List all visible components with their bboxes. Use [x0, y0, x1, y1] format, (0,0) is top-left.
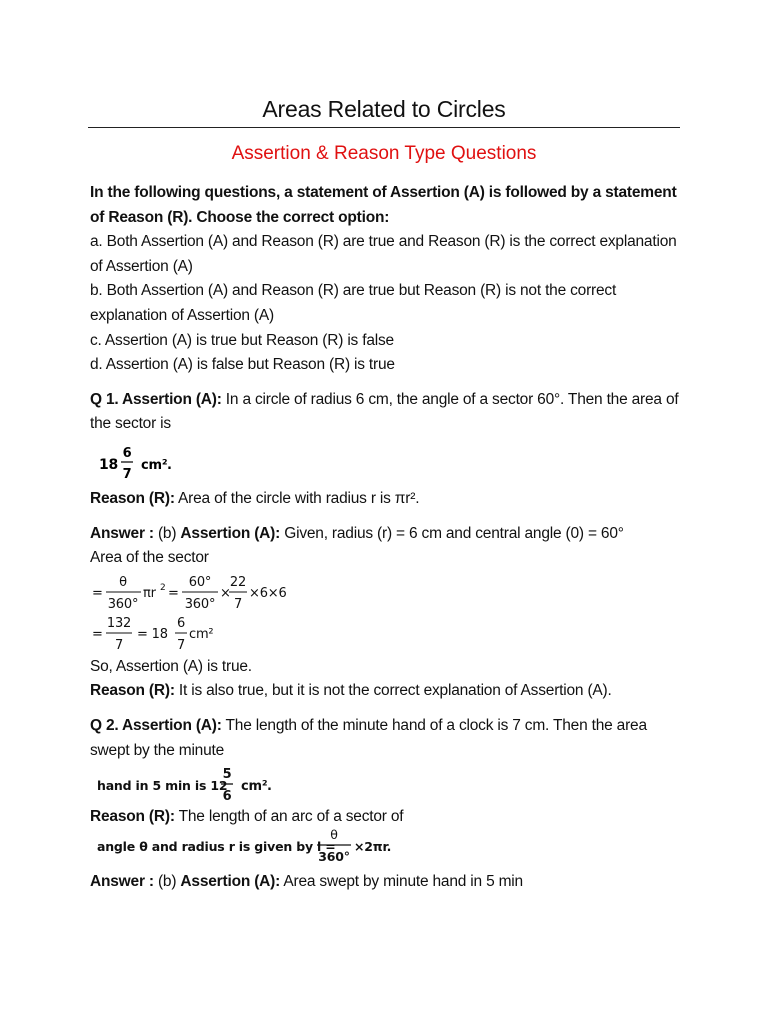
q1-answer-assertion-label: Assertion (A):: [180, 524, 281, 542]
q2-reason-eq-num: θ: [330, 826, 338, 842]
q1-conclusion: So, Assertion (A) is true.: [90, 657, 252, 675]
q2-answer-label: Answer :: [90, 872, 154, 890]
q1-sol1-f2d: 360°: [184, 596, 216, 612]
q1-answer-choice: (b): [153, 524, 181, 542]
q1-sol1-f2n: 60°: [188, 574, 212, 590]
q2-reason-eq-tail: ×2πr.: [354, 838, 392, 854]
q1-sol1-eq2: =: [168, 585, 179, 601]
page-title: Areas Related to Circles: [262, 96, 506, 122]
q2-eq-num: 5: [222, 767, 232, 783]
q1-solution-step1: [90, 571, 350, 613]
q2-answer-choice: (b): [153, 872, 181, 890]
q1-sol1-f3n: 22: [229, 574, 247, 590]
q1-answer-label: Answer :: [90, 524, 154, 542]
q2-text: The length of the minute hand of a clock is 7 cm. Then the area swept by the minute: [90, 716, 647, 759]
q1-sol2-eq2: = 18: [137, 626, 168, 642]
option-a: a. Both Assertion (A) and Reason (R) are true and Reason (R) is the correct explanation of Assertion (A): [90, 233, 677, 275]
q1-eq-end: .: [167, 457, 172, 473]
q1-sol2-unit: cm²: [189, 626, 214, 642]
q1-reason: [90, 487, 690, 512]
q2-label: Q 2. Assertion (A):: [90, 716, 222, 734]
q1-solution-step2: [90, 613, 290, 653]
option-b: b. Both Assertion (A) and Reason (R) are true but Reason (R) is not the correct explanation of Assertion (A): [90, 282, 617, 324]
q2-reason-eq-den: 360°: [318, 848, 350, 864]
q1-sol1-f1n: θ: [119, 574, 127, 590]
q1-answer-text: Given, radius (r) = 6 cm and central angle (0) = 60°: [280, 524, 624, 542]
q1-eq-den: 7: [122, 466, 132, 482]
q1-text: In a circle of radius 6 cm, the angle of a sector 60°. Then the area of the sector is: [90, 390, 679, 433]
q2-reason: [90, 805, 690, 830]
q1-area-line: Area of the sector: [90, 549, 209, 567]
document-body: [90, 181, 690, 894]
q1-sol1-times: ×: [220, 585, 231, 601]
q1-sol2-eq: =: [92, 626, 103, 642]
q2-answer: [90, 870, 690, 895]
q1-conc-reason-text: It is also true, but it is not the correct explanation of Assertion (A).: [174, 682, 612, 700]
q1-sol1-tail: ×6×6: [249, 585, 287, 601]
q1-reason-text: Area of the circle with radius r is πr².: [174, 489, 420, 507]
q2-reason-text: The length of an arc of a sector of: [174, 808, 404, 826]
title-divider: [88, 127, 680, 128]
q2-eq-text: hand in 5 min is 12: [97, 778, 228, 794]
q2-statement: [90, 714, 690, 763]
q2-answer-assertion-label: Assertion (A):: [180, 872, 281, 890]
q1-reason-label: Reason (R):: [90, 489, 175, 507]
q1-eq-num: 6: [122, 445, 132, 461]
q2-reason-eq-text: angle θ and radius r is given by l =: [97, 838, 336, 854]
q1-answer: [90, 522, 690, 547]
section-subtitle: Assertion & Reason Type Questions: [231, 143, 537, 164]
q1-assertion-equation: [98, 441, 218, 485]
q2-eq-den: 6: [222, 789, 232, 805]
option-c: c. Assertion (A) is true but Reason (R) is false: [90, 331, 394, 349]
q1-conclusion-reason: [90, 679, 690, 704]
q1-sol2-gn: 6: [176, 615, 186, 631]
option-d: d. Assertion (A) is false but Reason (R) is true: [90, 356, 395, 374]
q1-conc-reason-label: Reason (R):: [90, 682, 175, 700]
q2-eq-unit: cm²: [241, 779, 268, 795]
q2-answer-text: Area swept by minute hand in 5 min: [280, 872, 523, 890]
q1-eq-unit: cm²: [141, 457, 168, 473]
q1-label: Q 1. Assertion (A):: [90, 390, 222, 408]
q1-eq-whole: 18: [99, 456, 119, 473]
q1-sol1-sq: 2: [160, 582, 166, 593]
q1-sol2-fd: 7: [114, 637, 124, 653]
q1-sol1-eq: =: [92, 585, 103, 601]
q1-sol1-f3d: 7: [233, 596, 243, 612]
q1-sol1-pir: πr: [143, 585, 156, 601]
q2-reason-label: Reason (R):: [90, 808, 175, 826]
q2-reason-equation: [96, 826, 416, 866]
q1-sol1-f1d: 360°: [107, 596, 139, 612]
q1-statement: [90, 388, 690, 437]
q1-sol2-fn: 132: [106, 615, 132, 631]
q2-assertion-equation: [96, 763, 336, 805]
q1-sol2-gd: 7: [176, 637, 186, 653]
intro-lead: In the following questions, a statement of Assertion (A) is followed by a statement of Reason (R). Choose the correct option:: [90, 184, 677, 226]
q2-eq-end: .: [267, 779, 272, 795]
